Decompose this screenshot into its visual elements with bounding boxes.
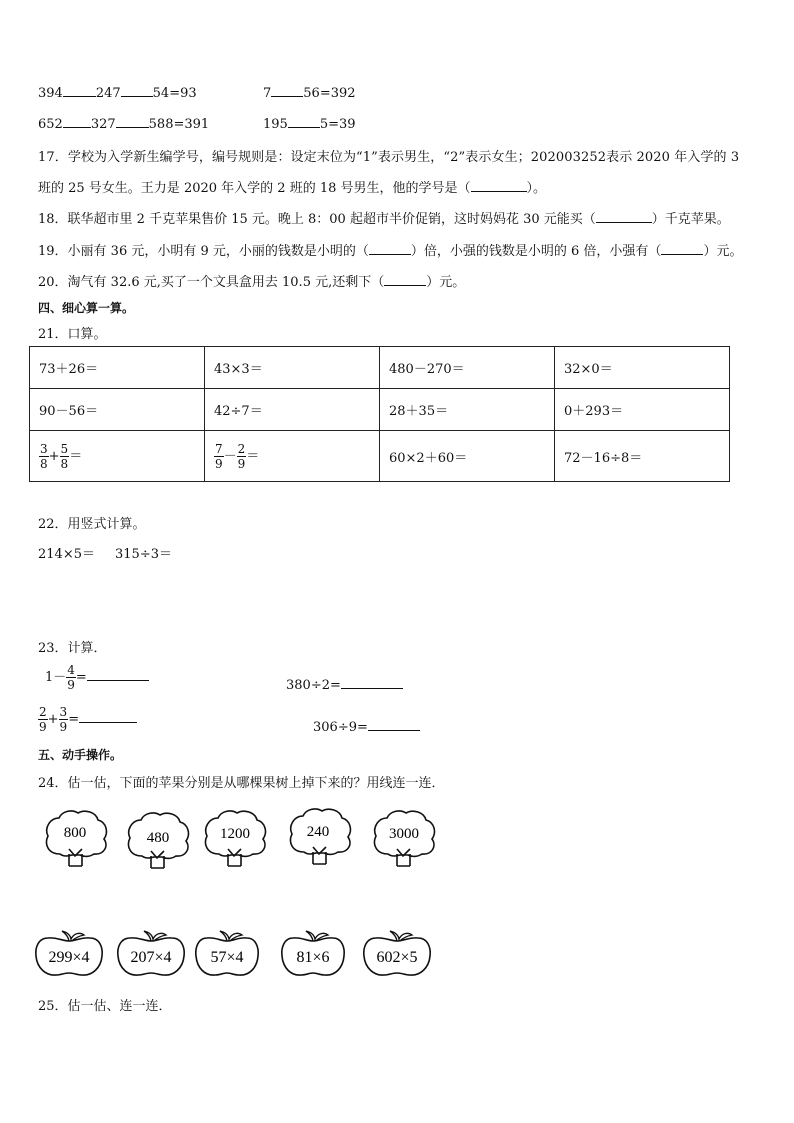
apple-icon[interactable]	[194, 926, 260, 978]
vertical-calc-1: 214×5＝	[38, 547, 95, 562]
fraction	[237, 442, 247, 471]
number: 588=391	[148, 117, 210, 132]
number: 54=93	[152, 86, 197, 101]
blank[interactable]	[271, 84, 303, 97]
number: 247	[95, 86, 121, 101]
tree-label: 800	[63, 825, 87, 841]
question-17-line2	[38, 177, 546, 196]
fill-line-2-right	[263, 115, 356, 132]
question-text: 19．小丽有 36 元，小明有 9 元，小丽的钱数是小明的（	[38, 244, 369, 259]
expression: 380÷2=	[286, 678, 341, 693]
table-cell: 0＋293＝	[555, 389, 730, 431]
question-text: 18．联华超市里 2 千克苹果售价 15 元。晚上 8：00 起超市半价促销，这时妈妈花 30 元能买（	[38, 212, 596, 227]
fraction	[38, 705, 48, 734]
denominator: 8	[40, 456, 48, 471]
equals: ＝	[246, 448, 260, 464]
answer-blank[interactable]	[384, 273, 426, 286]
tree-icon[interactable]	[201, 808, 269, 874]
table-cell: 60×2＋60＝	[380, 431, 555, 482]
table-row	[30, 389, 730, 431]
blank[interactable]	[121, 84, 153, 97]
numerator: 3	[59, 705, 68, 719]
tree-label: 1200	[220, 826, 250, 842]
calc-1	[45, 663, 149, 692]
fraction	[214, 442, 224, 471]
equals: =	[75, 670, 87, 685]
apple-label: 299×4	[48, 949, 90, 966]
tree-icon[interactable]	[370, 808, 438, 874]
table-cell: 72－16÷8＝	[555, 431, 730, 482]
equals: ＝	[69, 448, 83, 464]
table-cell: 32×0＝	[555, 347, 730, 389]
question-21-title: 21．口算。	[38, 327, 107, 342]
apple-label: 602×5	[376, 949, 418, 966]
tree-label: 3000	[389, 826, 419, 842]
number: 5=39	[319, 117, 356, 132]
question-text: ）倍，小强的钱数是小明的 6 倍，小强有（	[410, 244, 662, 259]
question-text: ）。	[526, 181, 547, 196]
apple-icon[interactable]	[34, 926, 104, 978]
numerator: 2	[39, 705, 47, 719]
denominator: 9	[59, 720, 68, 734]
expression: 306÷9=	[313, 720, 368, 735]
apple-label: 207×4	[130, 949, 172, 966]
operator: +	[48, 448, 60, 464]
numerator: 5	[60, 441, 69, 456]
number: 652	[38, 117, 63, 132]
tree-icon[interactable]	[286, 806, 354, 872]
oral-calc-table	[29, 346, 730, 482]
answer-line[interactable]	[341, 676, 403, 689]
fraction	[59, 705, 69, 734]
question-text: ）元。	[703, 244, 743, 259]
question-17-line1: 17．学校为入学新生编学号，编号规则是：设定末位为“1”表示男生，“2”表示女生；202003252表示 2020 年入学的 3	[38, 150, 740, 165]
table-cell: 28＋35＝	[380, 389, 555, 431]
answer-line[interactable]	[79, 710, 137, 723]
denominator: 9	[215, 456, 223, 471]
tree-icon[interactable]	[42, 808, 110, 874]
operator: +	[47, 712, 59, 727]
answer-blank[interactable]	[661, 242, 703, 255]
table-cell	[30, 431, 205, 482]
vertical-calc-2: 315÷3＝	[115, 547, 172, 562]
number: 394	[38, 86, 63, 101]
number: 195	[263, 117, 288, 132]
equals: =	[68, 712, 80, 727]
denominator: 9	[39, 720, 47, 734]
question-20	[38, 271, 465, 290]
blank[interactable]	[63, 84, 96, 97]
table-cell: 90－56＝	[30, 389, 205, 431]
section-4-heading: 四、细心算一算。	[38, 301, 135, 315]
blank[interactable]	[116, 115, 149, 128]
question-18	[38, 208, 730, 227]
apple-icon[interactable]	[280, 926, 346, 978]
question-25-title: 25．估一估、连一连．	[38, 999, 172, 1014]
number: 7	[263, 86, 272, 101]
table-cell	[205, 431, 380, 482]
denominator: 8	[60, 456, 69, 471]
number: 327	[90, 117, 116, 132]
fill-line-1-right	[263, 84, 356, 101]
fraction	[39, 442, 49, 471]
answer-blank[interactable]	[471, 179, 527, 192]
tree-icon[interactable]	[124, 810, 192, 876]
numerator: 4	[67, 663, 75, 677]
apple-label: 81×6	[296, 949, 330, 966]
table-row	[30, 347, 730, 389]
blank[interactable]	[288, 115, 320, 128]
calc-3	[38, 705, 137, 734]
question-text: 20．淘气有 32.6 元,买了一个文具盒用去 10.5 元,还剩下（	[38, 275, 385, 290]
answer-blank[interactable]	[369, 242, 411, 255]
fraction	[66, 663, 76, 692]
question-23-title: 23．计算．	[38, 641, 107, 656]
table-cell: 42÷7＝	[205, 389, 380, 431]
table-cell: 43×3＝	[205, 347, 380, 389]
fill-line-1-left	[38, 84, 197, 101]
calc-2	[286, 676, 403, 693]
apple-icon[interactable]	[362, 926, 432, 978]
question-22-title: 22．用竖式计算。	[38, 517, 146, 532]
fill-line-2-left	[38, 115, 209, 132]
table-cell: 73＋26＝	[30, 347, 205, 389]
denominator: 9	[237, 456, 246, 471]
expression: 1－	[45, 670, 67, 685]
question-text: ）元。	[426, 275, 466, 290]
answer-blank[interactable]	[596, 210, 652, 223]
number: 56=392	[303, 86, 356, 101]
question-24-title: 24．估一估，下面的苹果分别是从哪棵果树上掉下来的？用线连一连．	[38, 776, 445, 791]
numerator: 7	[215, 441, 223, 456]
apple-icon[interactable]	[116, 926, 186, 978]
numerator: 2	[237, 441, 246, 456]
blank[interactable]	[63, 115, 91, 128]
table-row	[30, 431, 730, 482]
tree-label: 240	[306, 824, 330, 840]
answer-line[interactable]	[87, 668, 149, 681]
fraction	[60, 442, 70, 471]
tree-label: 480	[146, 830, 170, 846]
denominator: 9	[67, 678, 75, 692]
question-19	[38, 240, 742, 259]
table-cell: 480－270＝	[380, 347, 555, 389]
question-text: ）千克苹果。	[651, 212, 730, 227]
section-5-heading: 五、动手操作。	[38, 748, 123, 762]
answer-line[interactable]	[368, 718, 420, 731]
apple-label: 57×4	[210, 949, 244, 966]
calc-4	[313, 718, 420, 735]
numerator: 3	[40, 441, 48, 456]
question-text: 班的 25 号女生。王力是 2020 年入学的 2 班的 18 号男生，他的学号是（	[38, 181, 471, 196]
operator: －	[223, 448, 237, 464]
